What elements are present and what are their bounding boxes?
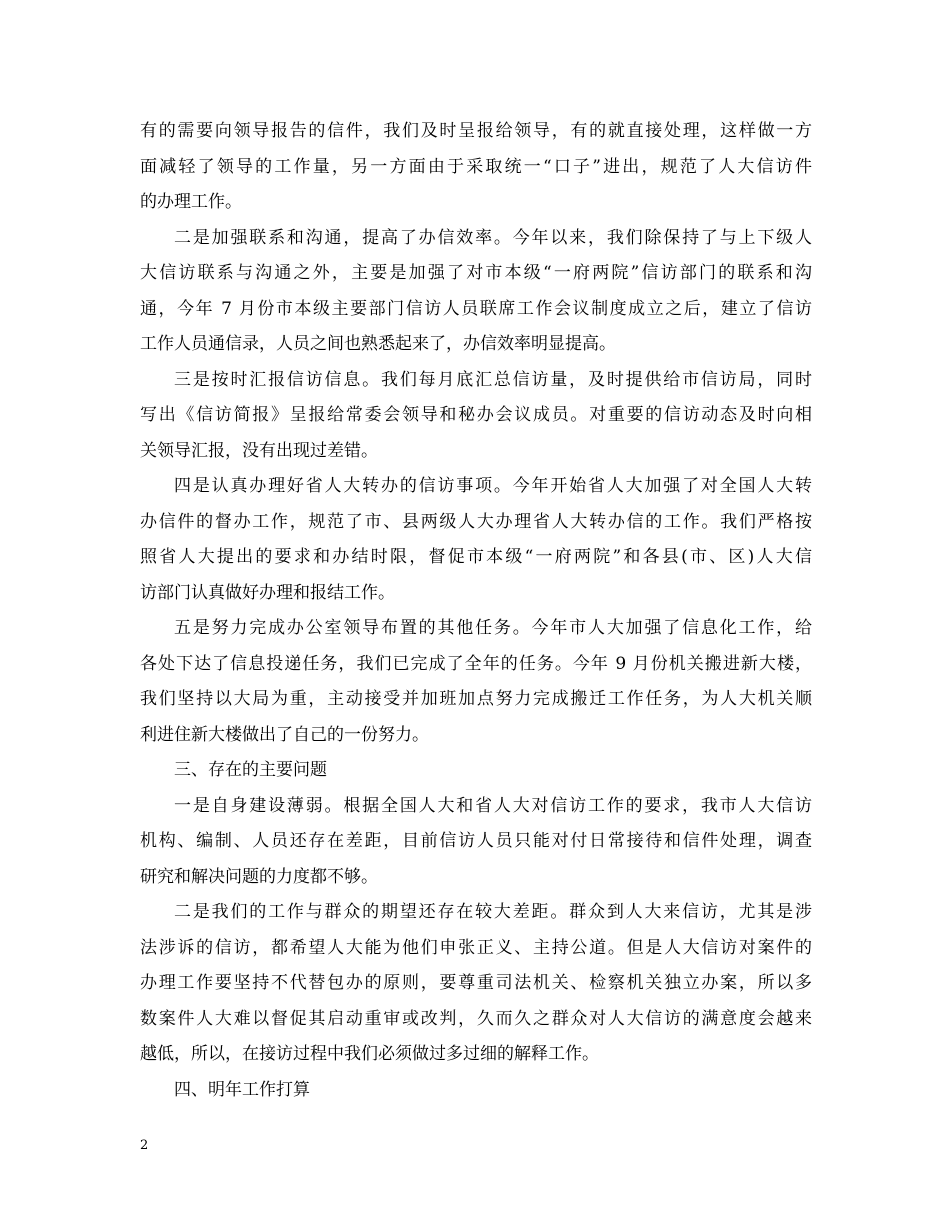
text-line: 数案件人大难以督促其启动重审或改判，久而久之群众对人大信访的满意度会越来 (140, 1008, 812, 1029)
text-line: 各处下达了信息投递任务，我们已完成了全年的任务。今年 9 月份机关搬进新大楼， (140, 653, 812, 674)
text-line: 工作人员通信录，人员之间也熟悉起来了，办信效率明显提高。 (140, 334, 616, 354)
text-line: 大信访联系与沟通之外，主要是加强了对市本级“一府两院”信访部门的联系和沟 (140, 263, 812, 283)
text-line: 三是按时汇报信访信息。我们每月底汇总信访量，及时提供给市信访局，同时 (174, 369, 812, 390)
text-line: 二是我们的工作与群众的期望还存在较大差距。群众到人大来信访，尤其是涉 (174, 902, 812, 922)
page-number: 2 (140, 1138, 149, 1153)
text-line: 写出《信访简报》呈报给常委会领导和秘办会议成员。对重要的信访动态及时向相 (140, 405, 812, 425)
text-line: 办信件的督办工作，规范了市、县两级人大办理省人大转办信的工作。我们严格按 (140, 511, 812, 532)
text-line: 通，今年 7 月份市本级主要部门信访人员联席工作会议制度成立之后，建立了信访 (140, 298, 812, 319)
text-line: 越低，所以，在接访过程中我们必须做过多过细的解释工作。 (140, 1044, 599, 1064)
text-line: 面减轻了领导的工作量，另一方面由于采取统一“口子”进出，规范了人大信访件 (140, 156, 812, 177)
text-line: 有的需要向领导报告的信件，我们及时呈报给领导，有的就直接处理，这样做一方 (140, 121, 812, 141)
text-line: 利进住新大楼做出了自己的一份努力。 (140, 724, 429, 745)
text-line: 机构、编制、人员还存在差距，目前信访人员只能对付日常接待和信件处理，调查 (140, 831, 812, 851)
text-line: 照省人大提出的要求和办结时限，督促市本级“一府两院”和各县(市、区)人大信 (140, 547, 812, 567)
document-body (140, 114, 812, 1108)
text-line: 我们坚持以大局为重，主动接受并加班加点努力完成搬迁工作任务，为人大机关顺 (140, 689, 812, 709)
text-line: 四是认真办理好省人大转办的信访事项。今年开始省人大加强了对全国人大转 (174, 476, 812, 496)
text-line: 四、明年工作打算 (174, 1079, 310, 1100)
text-line: 研究和解决问题的力度都不够。 (140, 866, 378, 887)
text-line: 二是加强联系和沟通，提高了办信效率。今年以来，我们除保持了与上下级人 (174, 227, 812, 248)
text-line: 一是自身建设薄弱。根据全国人大和省人大对信访工作的要求，我市人大信访 (174, 795, 812, 816)
text-line: 三、存在的主要问题 (174, 760, 327, 780)
text-line: 五是努力完成办公室领导布置的其他任务。今年市人大加强了信息化工作，给 (174, 618, 812, 638)
text-line: 的办理工作。 (140, 192, 242, 212)
text-line: 办理工作要坚持不代替包办的原则，要尊重司法机关、检察机关独立办案，所以多 (140, 973, 812, 993)
text-line: 访部门认真做好办理和报结工作。 (140, 582, 395, 603)
text-line: 关领导汇报，没有出现过差错。 (140, 440, 378, 461)
text-line: 法涉诉的信访，都希望人大能为他们申张正义、主持公道。但是人大信访对案件的 (140, 937, 812, 958)
